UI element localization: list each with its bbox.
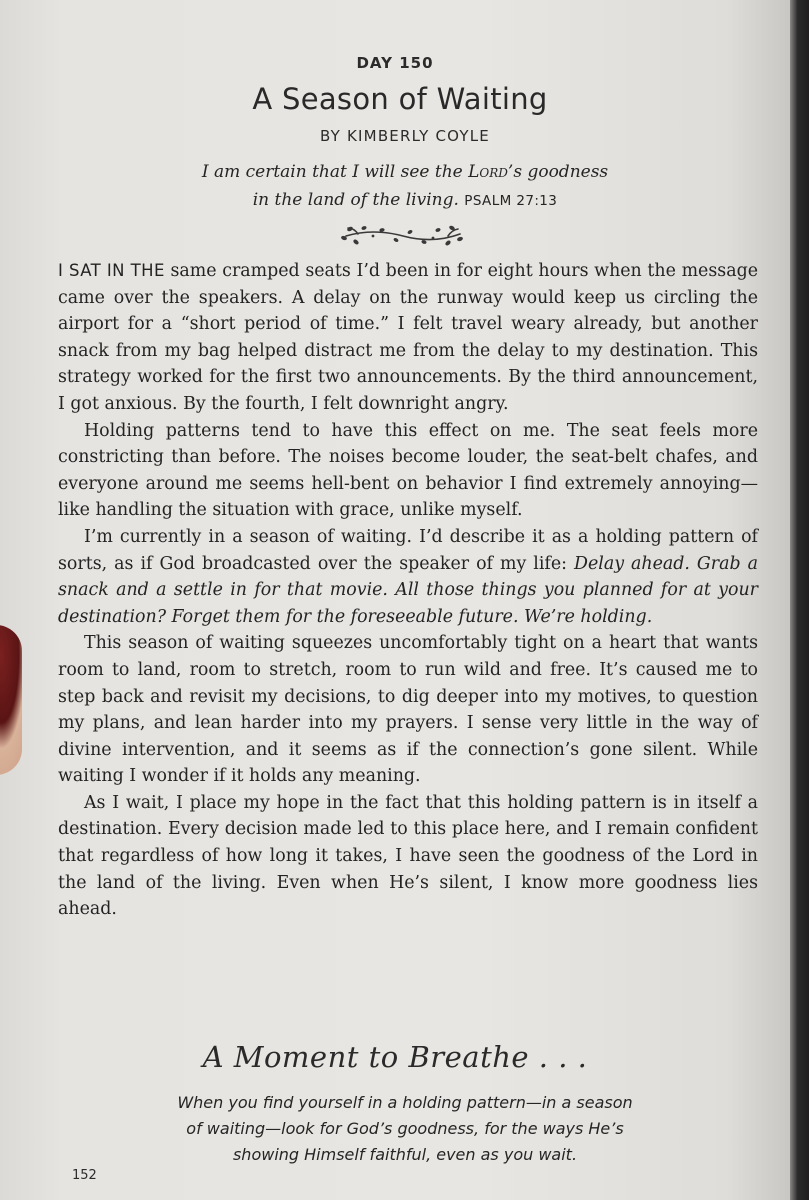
- body-paragraph-4: This season of waiting squeezes uncomfortably tight on a heart that wants room to land, room to stretch, room to run wild and free. It’s caused me to step back and revisit my decisions, to dig deeper into my motives, to question my plans, and lean harder into my prayers. I sense very little in the way of divine intervention, and it seems as if the connection’s gone silent. While waiting I wonder if it holds any meaning.: [58, 633, 758, 787]
- thumb-holding-page: [0, 625, 22, 775]
- page-title: A Season of Waiting: [252, 82, 548, 116]
- day-label: DAY 150: [356, 54, 434, 72]
- scripture-verse: [0, 158, 790, 215]
- body-paragraph-3: I’m currently in a season of waiting. I’d describe it as a holding pattern of sorts, as if God broadcasted over the speaker of my life: Delay ahead. Grab a snack and a settle in for that movie. All those things you planned for at your destination? Forget them for the foreseeable future. We’re holding.: [58, 526, 758, 627]
- lead-in-caps: I SAT IN THE: [58, 261, 165, 280]
- devotional-body: [58, 258, 758, 923]
- verse-line-1: I am certain that I will see the Lord’s goodness: [201, 162, 609, 182]
- body-paragraph-1: I SAT IN THE same cramped seats I’d been in for eight hours when the message came over the speakers. A delay on the runway would keep us circling the airport for a “short period of time.” I felt travel weary already, but another snack from my bag helped distract me from the delay to my destination. This strategy worked for the first two announcements. By the third announcement, I got anxious. By the fourth, I felt downright angry.: [58, 261, 758, 414]
- moment-to-breathe-text: When you find yourself in a holding pattern—in a season of waiting—look for God’s goodness, for the ways He’s showing Himself faithful, even as you wait.: [177, 1093, 633, 1164]
- body-paragraph-2: Holding patterns tend to have this effect on me. The seat feels more constricting than before. The noises become louder, the seat-belt chafes, and everyone around me seems hell-bent on behavior I find extremely annoying—like handling the situation with grace, unlike myself.: [58, 420, 758, 521]
- verse-line-2: in the land of the living. PSALM 27:13: [252, 190, 558, 210]
- page-number: 152: [72, 1168, 97, 1183]
- lord-small-caps: Lord: [468, 162, 508, 182]
- author-byline: BY KIMBERLY COYLE: [320, 127, 490, 145]
- verse-reference: PSALM 27:13: [464, 193, 558, 209]
- moment-to-breathe-heading: A Moment to Breathe . . .: [202, 1040, 588, 1074]
- body-paragraph-5: As I wait, I place my hope in the fact that this holding pattern is in itself a destination. Every decision made led to this place here, and I remain confident that regardless of how long it takes, I have seen the goodness of the Lord in the land of the living. Even when He’s silent, I know more goodness lies ahead.: [58, 792, 758, 920]
- book-spine-edge: [790, 0, 809, 1200]
- floral-vine-ornament-icon: [338, 220, 468, 250]
- imagined-announcement: Delay ahead. Grab a snack and a settle in for that movie. All those things you planned for at your destination? Forget them for the foreseeable future. We’re holding.: [58, 553, 758, 627]
